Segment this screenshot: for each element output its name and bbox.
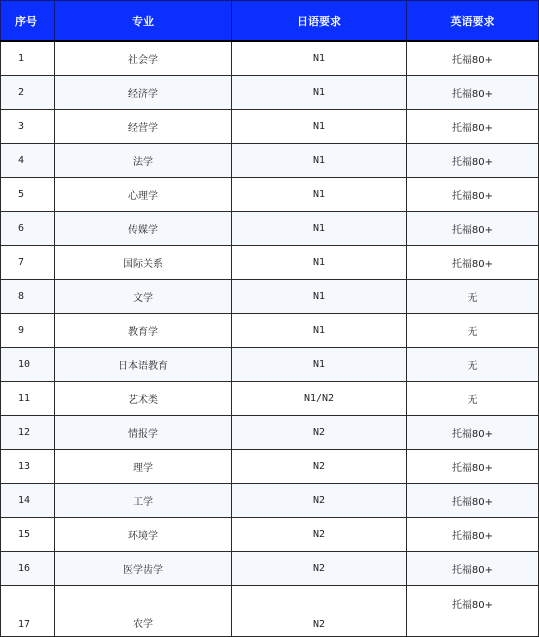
- row-japanese-requirement: N2: [232, 484, 407, 518]
- table-row: [1, 314, 539, 348]
- table-row: [1, 280, 539, 314]
- row-major: 日本语教育: [55, 348, 232, 382]
- row-major: 国际关系: [55, 246, 232, 280]
- row-major: 传媒学: [55, 212, 232, 246]
- table-row: [1, 416, 539, 450]
- row-japanese-requirement: N1/N2: [232, 382, 407, 416]
- row-major: 环境学: [55, 518, 232, 552]
- row-number: 3: [1, 110, 55, 144]
- row-number: 2: [1, 76, 55, 110]
- row-major: 经营学: [55, 110, 232, 144]
- row-japanese-requirement: N1: [232, 110, 407, 144]
- row-english-requirement: 无: [407, 382, 539, 416]
- row-japanese-requirement: N1: [232, 212, 407, 246]
- row-japanese-requirement: N1: [232, 76, 407, 110]
- table-row: [1, 41, 539, 76]
- table-row: [1, 518, 539, 552]
- row-number: 17: [1, 586, 55, 637]
- row-japanese-requirement: N2: [232, 586, 407, 637]
- row-number: 14: [1, 484, 55, 518]
- row-major: 心理学: [55, 178, 232, 212]
- table-row: [1, 552, 539, 586]
- table-row: [1, 76, 539, 110]
- row-major: 农学: [55, 586, 232, 637]
- row-major: 文学: [55, 280, 232, 314]
- row-japanese-requirement: N2: [232, 450, 407, 484]
- row-english-requirement: 托福80+: [407, 144, 539, 178]
- row-english-requirement: 托福80+: [407, 586, 539, 637]
- row-number: 15: [1, 518, 55, 552]
- header-japanese-requirement: 日语要求: [232, 1, 407, 42]
- row-english-requirement: 托福80+: [407, 41, 539, 76]
- row-major: 艺术类: [55, 382, 232, 416]
- row-major: 情报学: [55, 416, 232, 450]
- header-row: [1, 1, 539, 42]
- row-major: 医学齿学: [55, 552, 232, 586]
- row-english-requirement: 托福80+: [407, 246, 539, 280]
- header-major: 专业: [55, 1, 232, 42]
- table-row: [1, 450, 539, 484]
- row-number: 7: [1, 246, 55, 280]
- table-body: [1, 41, 539, 637]
- row-major: 教育学: [55, 314, 232, 348]
- row-japanese-requirement: N1: [232, 41, 407, 76]
- row-japanese-requirement: N2: [232, 416, 407, 450]
- table-row: [1, 382, 539, 416]
- row-english-requirement: 无: [407, 280, 539, 314]
- row-english-requirement: 托福80+: [407, 450, 539, 484]
- row-japanese-requirement: N1: [232, 348, 407, 382]
- row-number: 12: [1, 416, 55, 450]
- row-japanese-requirement: N1: [232, 246, 407, 280]
- row-english-requirement: 托福80+: [407, 212, 539, 246]
- row-number: 16: [1, 552, 55, 586]
- table-header: [1, 1, 539, 42]
- table-row: [1, 586, 539, 637]
- row-major: 社会学: [55, 41, 232, 76]
- row-major: 经济学: [55, 76, 232, 110]
- header-number: 序号: [1, 1, 55, 42]
- row-english-requirement: 无: [407, 314, 539, 348]
- row-japanese-requirement: N2: [232, 552, 407, 586]
- row-major: 工学: [55, 484, 232, 518]
- row-number: 10: [1, 348, 55, 382]
- row-major: 法学: [55, 144, 232, 178]
- table-row: [1, 246, 539, 280]
- row-number: 8: [1, 280, 55, 314]
- row-number: 9: [1, 314, 55, 348]
- row-english-requirement: 托福80+: [407, 110, 539, 144]
- row-english-requirement: 托福80+: [407, 416, 539, 450]
- row-number: 11: [1, 382, 55, 416]
- table-row: [1, 110, 539, 144]
- row-major: 理学: [55, 450, 232, 484]
- row-japanese-requirement: N1: [232, 178, 407, 212]
- row-number: 5: [1, 178, 55, 212]
- row-english-requirement: 托福80+: [407, 178, 539, 212]
- table-row: [1, 178, 539, 212]
- row-english-requirement: 无: [407, 348, 539, 382]
- row-japanese-requirement: N1: [232, 144, 407, 178]
- table-row: [1, 484, 539, 518]
- row-japanese-requirement: N1: [232, 314, 407, 348]
- row-english-requirement: 托福80+: [407, 484, 539, 518]
- table-row: [1, 212, 539, 246]
- row-number: 6: [1, 212, 55, 246]
- row-number: 4: [1, 144, 55, 178]
- row-english-requirement: 托福80+: [407, 552, 539, 586]
- row-japanese-requirement: N2: [232, 518, 407, 552]
- row-number: 13: [1, 450, 55, 484]
- header-english-requirement: 英语要求: [407, 1, 539, 42]
- table-row: [1, 144, 539, 178]
- row-number: 1: [1, 41, 55, 76]
- table-row: [1, 348, 539, 382]
- row-japanese-requirement: N1: [232, 280, 407, 314]
- row-english-requirement: 托福80+: [407, 76, 539, 110]
- row-english-requirement: 托福80+: [407, 518, 539, 552]
